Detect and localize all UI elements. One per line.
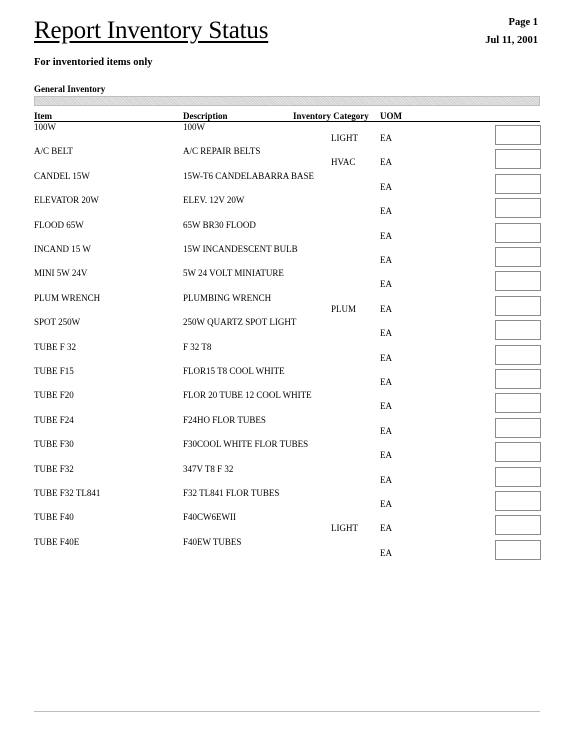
item-cell: ELEVATOR 20W (34, 195, 99, 206)
uom-cell: EA (380, 255, 392, 265)
description-cell: 5W 24 VOLT MINIATURE (183, 268, 284, 279)
count-input-box[interactable] (495, 296, 541, 316)
uom-cell: EA (380, 206, 392, 217)
section-label: General Inventory (34, 84, 106, 94)
category-cell: HVAC (331, 157, 356, 168)
uom-cell: EA (380, 401, 392, 412)
count-input-box[interactable] (495, 540, 541, 560)
description-cell: F24HO FLOR TUBES (183, 414, 266, 425)
uom-cell: EA (380, 230, 392, 241)
count-input-box[interactable] (495, 345, 541, 365)
description-cell: 15W-T6 CANDELABARRA BASE (183, 170, 315, 181)
uom-cell: EA (380, 303, 392, 314)
uom-cell: EA (380, 157, 392, 168)
item-cell: TUBE F30 (34, 439, 74, 450)
item-cell: TUBE F32 TL841 (34, 488, 101, 498)
category-cell: PLUM (331, 303, 357, 314)
description-cell: 15W INCANDESCENT BULB (183, 244, 298, 254)
item-cell: TUBE F32 (34, 463, 74, 474)
report-date: Jul 11, 2001 (485, 35, 538, 46)
count-input-box[interactable] (495, 198, 541, 218)
uom-cell: EA (380, 328, 392, 339)
uom-cell: EA (380, 547, 392, 558)
item-cell: 100W (34, 122, 56, 132)
count-input-box[interactable] (495, 320, 541, 340)
uom-cell: EA (380, 523, 392, 534)
report-title: Report Inventory Status (34, 17, 269, 44)
count-input-box[interactable] (495, 271, 541, 291)
count-input-box[interactable] (495, 442, 541, 462)
category-cell: LIGHT (331, 133, 358, 143)
count-input-box[interactable] (495, 125, 541, 145)
column-header-item: Item (34, 111, 52, 121)
item-cell: TUBE F24 (34, 414, 74, 425)
uom-cell: EA (380, 133, 392, 143)
column-header-uom: UOM (380, 111, 402, 121)
count-input-box[interactable] (495, 223, 541, 243)
uom-cell: EA (380, 450, 392, 461)
count-input-box[interactable] (495, 149, 541, 169)
uom-cell: EA (380, 279, 392, 290)
column-header-category: Inventory Category (293, 111, 369, 121)
description-cell: F40CW6EWII (183, 512, 236, 523)
item-cell: MINI 5W 24V (34, 268, 88, 279)
count-input-box[interactable] (495, 174, 541, 194)
page-number: Page 1 (508, 17, 538, 28)
uom-cell: EA (380, 377, 392, 387)
count-input-box[interactable] (495, 393, 541, 413)
description-cell: F32 TL841 FLOR TUBES (183, 488, 280, 498)
description-cell: A/C REPAIR BELTS (183, 146, 261, 157)
description-cell: 347V T8 F 32 (183, 463, 234, 474)
item-cell: SPOT 250W (34, 317, 81, 328)
count-input-box[interactable] (495, 247, 541, 267)
description-cell: F40EW TUBES (183, 536, 242, 547)
description-cell: 65W BR30 FLOOD (183, 219, 256, 230)
count-input-box[interactable] (495, 491, 541, 511)
item-cell: TUBE F20 (34, 390, 74, 401)
uom-cell: EA (380, 499, 392, 509)
item-cell: TUBE F15 (34, 366, 74, 376)
description-cell: FLOR15 T8 COOL WHITE (183, 366, 285, 376)
uom-cell: EA (380, 474, 392, 485)
description-cell: 250W QUARTZ SPOT LIGHT (183, 317, 297, 328)
item-cell: INCAND 15 W (34, 244, 91, 254)
uom-cell: EA (380, 352, 392, 363)
item-cell: TUBE F 32 (34, 341, 77, 352)
item-cell: A/C BELT (34, 146, 73, 157)
count-input-box[interactable] (495, 515, 541, 535)
uom-cell: EA (380, 181, 392, 192)
item-cell: CANDEL 15W (34, 170, 90, 181)
description-cell: PLUMBING WRENCH (183, 292, 272, 303)
count-input-box[interactable] (495, 418, 541, 438)
count-input-box[interactable] (495, 467, 541, 487)
description-cell: ELEV. 12V 20W (183, 195, 245, 206)
item-cell: FLOOD 65W (34, 219, 84, 230)
description-cell: FLOR 20 TUBE 12 COOL WHITE (183, 390, 312, 401)
description-cell: 100W (183, 122, 205, 132)
uom-cell: EA (380, 425, 392, 436)
footer-rule (34, 711, 540, 712)
column-header-description: Description (183, 111, 228, 121)
item-cell: TUBE F40E (34, 536, 80, 547)
item-cell: PLUM WRENCH (34, 292, 101, 303)
category-cell: LIGHT (331, 523, 358, 534)
report-subtitle: For inventoried items only (34, 57, 153, 68)
item-cell: TUBE F40 (34, 512, 74, 523)
count-input-box[interactable] (495, 369, 541, 389)
description-cell: F 32 T8 (183, 341, 212, 352)
description-cell: F30COOL WHITE FLOR TUBES (183, 439, 309, 450)
